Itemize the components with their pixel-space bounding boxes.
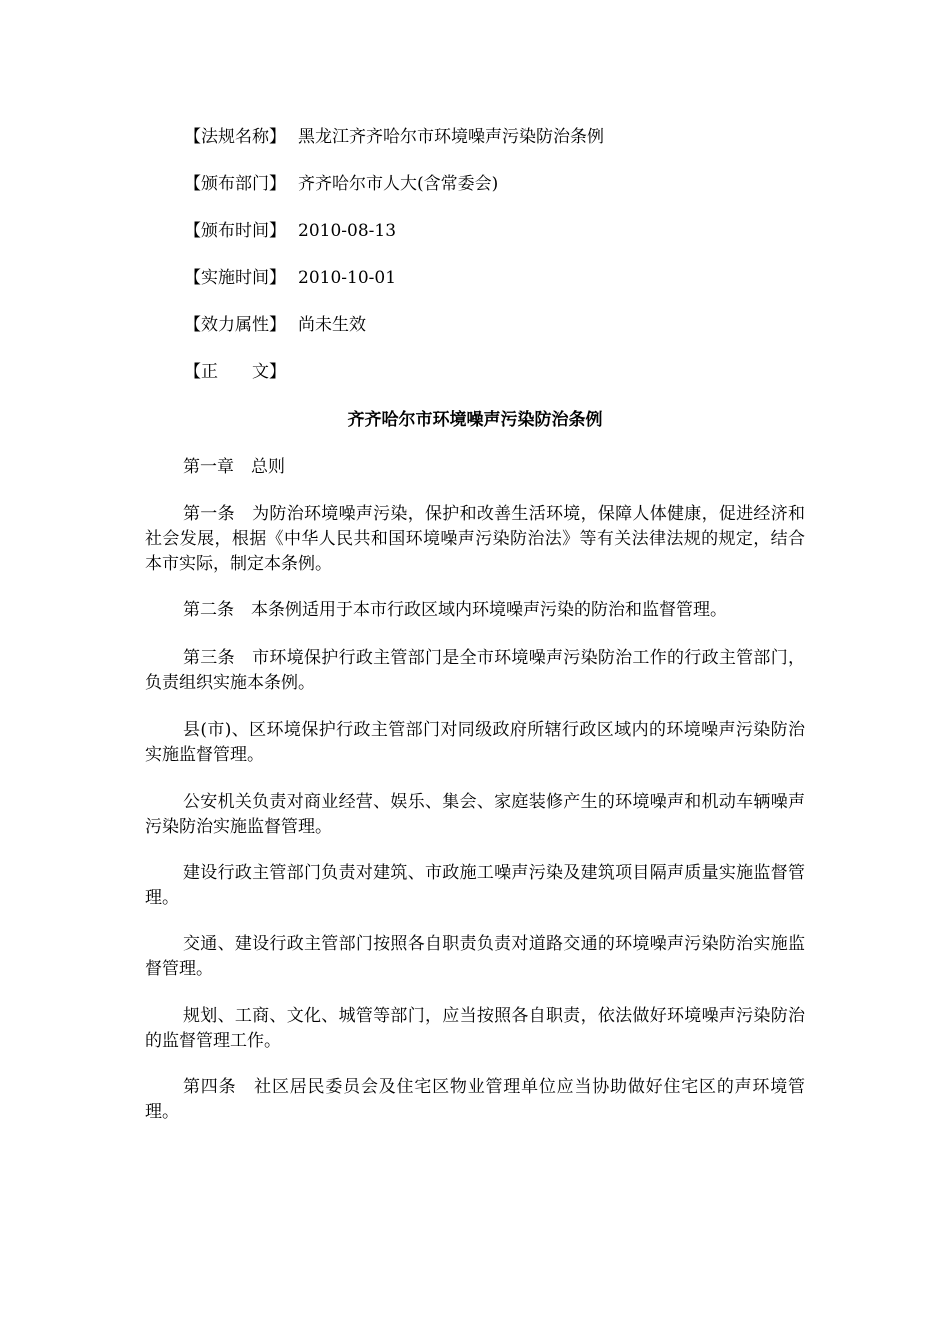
document-title: 齐齐哈尔市环境噪声污染防治条例 [347,410,603,430]
meta-value: 黑龙江齐齐哈尔市环境噪声污染防治条例 [298,127,604,147]
meta-effective-date [184,267,396,289]
article-paragraph: 规划、工商、文化、城管等部门，应当按照各自职责，依法做好环境噪声污染防治的监督管理工作。 [145,1006,805,1051]
meta-label: 【颁布部门】 [184,174,286,194]
meta-label: 【正 文】 [184,362,286,382]
meta-label: 【法规名称】 [184,127,286,147]
meta-label: 【颁布时间】 [184,221,286,241]
article-paragraph: 公安机关负责对商业经营、娱乐、集会、家庭装修产生的环境噪声和机动车辆噪声污染防治实施监督管理。 [145,792,805,837]
meta-value: 齐齐哈尔市人大(含常委会) [298,174,499,194]
meta-label: 【实施时间】 [184,268,286,288]
meta-body-heading [184,361,286,383]
meta-issuing-department [184,173,498,195]
article-paragraph: 第一条 为防治环境噪声污染，保护和改善生活环境，保障人体健康，促进经济和社会发展，根据《中华人民共和国环境噪声污染防治法》等有关法律法规的规定，结合本市实际，制定本条例。 [145,504,805,574]
meta-value: 2010-10-01 [298,268,397,288]
article-paragraph: 交通、建设行政主管部门按照各自职责负责对道路交通的环境噪声污染防治实施监督管理。 [145,934,805,979]
article-paragraph: 县(市)、区环境保护行政主管部门对同级政府所辖行政区域内的环境噪声污染防治实施监督管理。 [145,720,805,765]
article-paragraph: 第二条 本条例适用于本市行政区域内环境噪声污染的防治和监督管理。 [183,600,727,620]
meta-value: 2010-08-13 [298,221,397,241]
chapter-heading: 第一章 总则 [183,457,285,477]
article-paragraph: 第三条 市环境保护行政主管部门是全市环境噪声污染防治工作的行政主管部门，负责组织实施本条例。 [145,648,805,693]
article-paragraph: 第四条 社区居民委员会及住宅区物业管理单位应当协助做好住宅区的声环境管理。 [145,1077,805,1122]
article-paragraph: 建设行政主管部门负责对建筑、市政施工噪声污染及建筑项目隔声质量实施监督管理。 [145,863,805,908]
meta-label: 【效力属性】 [184,315,286,335]
meta-regulation-name [184,126,604,148]
meta-validity-status [184,314,366,336]
meta-value: 尚未生效 [298,315,366,335]
meta-issue-date [184,220,396,242]
